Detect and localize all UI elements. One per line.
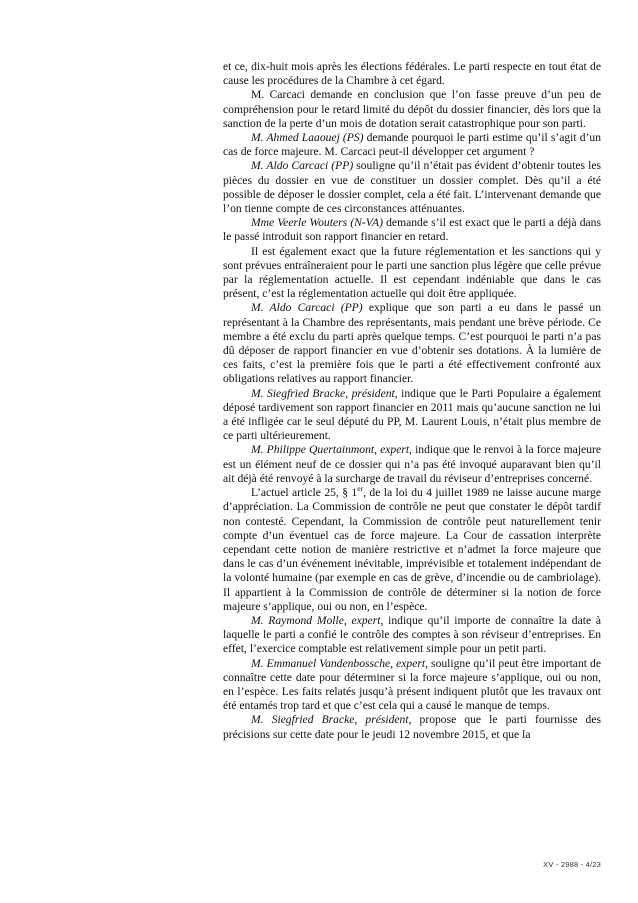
paragraph-7: M. Aldo Carcaci (PP) explique que son parti a eu dans le passé un représentant à la Chambre des représentants, mais pendant une brève période. Ce membre a été exclu du parti après quelque temps. C’est pourquoi le parti n’a pas dû déposer de rapport financier en vue d’obtenir ses dotations. À la lumière de ces faits, c’est la première fois que le parti a été effectivement confronté aux obligations relatives au rapport financier. <box>223 301 601 386</box>
paragraph-2: M. Carcaci demande en conclusion que l’on fasse preuve d’un peu de compréhension pour le retard limité du dépôt du dossier financier, dès lors que la sanction de la perte d’un mois de dotation serait catastrophique pour son parti. <box>223 88 601 130</box>
superscript: er <box>357 484 364 494</box>
speaker-name: M. Siegfried Bracke, président <box>251 713 409 727</box>
speaker-name: M. Philippe Quertainmont, expert <box>251 443 410 457</box>
speaker-name: Mme Veerle Wouters (N-VA) <box>251 216 383 230</box>
speaker-name: M. Emmanuel Vandenbossche, expert <box>251 656 426 670</box>
paragraph-6: Il est également exact que la future réglementation et les sanctions qui y sont prévues entraîneraient pour le parti une sanction plus légère que celle prévue par la réglementation actuelle. Il est cependant indéniable que dans le cas présent, c’est la réglementation actuelle qui doit être appliquée. <box>223 244 601 301</box>
speaker-name: M. Raymond Molle, expert <box>251 613 381 627</box>
speaker-name: M. Aldo Carcaci (PP) <box>251 301 363 315</box>
speaker-name: M. Aldo Carcaci (PP) <box>251 159 354 173</box>
paragraph-12: M. Emmanuel Vandenbossche, expert, souligne qu’il peut être important de connaître cette date pour déterminer si la force majeure s’applique, oui ou non, en l’espèce. Les faits relatés jusqu’à présent indiquent plutôt que les travaux ont été entamés trop tard et que c’est cela qui a causé le manque de temps. <box>223 656 601 713</box>
paragraph-9: M. Philippe Quertainmont, expert, indique que le renvoi à la force majeure est un élément neuf de ce dossier qui n’a pas été invoqué auparavant bien qu’il ait déjà été renvoyé à la surcharge de travail du réviseur d’entreprises concerné. <box>223 443 601 485</box>
paragraph-13: M. Siegfried Bracke, président, propose que le parti fournisse des précisions sur cette date pour le jeudi 12 novembre 2015, et que la <box>223 713 602 741</box>
page-footer: XV - 2988 - 4/23 <box>543 860 601 869</box>
paragraph-8: M. Siegfried Bracke, président, indique que le Parti Populaire a également déposé tardivement son rapport financier en 2011 mais qu’aucune sanction ne lui a été infligée car le seul député du PP, M. Laurent Louis, n’était plus membre de ce parti ultérieurement. <box>223 386 601 443</box>
speaker-name: M. Ahmed Laaouej (PS) <box>251 131 364 145</box>
paragraph-4: M. Aldo Carcaci (PP) souligne qu’il n’était pas évident d’obtenir toutes les pièces du dossier en vue de constituer un dossier complet. Dès qu’il a été possible de déposer le dossier complet, cela a été fait. L’intervenant demande que l’on tienne compte de ces circonstances atténuantes. <box>223 159 601 216</box>
paragraph-10: L’actuel article 25, § 1er, de la loi du 4 juillet 1989 ne laisse aucune marge d’appréciation. La Commission de contrôle ne peut que constater le dépôt tardif non contesté. Cependant, la Commission de contrôle peut naturellement tenir compte d’un éventuel cas de force majeure. La Cour de cassation interprète cependant cette notion de manière restrictive et n’admet la force majeure que dans le cas d’un événement inévitable, imprévisible et totalement indépendant de la volonté humaine (par exemple en cas de grève, d’incendie ou de cambriolage). Il appartient à la Commission de contrôle de déterminer si la notion de force majeure s’applique, oui ou non, en l’espèce. <box>223 484 601 613</box>
paragraph-11: M. Raymond Molle, expert, indique qu’il importe de connaître la date à laquelle le parti a confié le contrôle des comptes à son réviseur d’entreprises. En effet, l’exercice comptable est relativement simple pour un petit parti. <box>223 613 601 656</box>
body-text <box>223 60 601 742</box>
paragraph-3: M. Ahmed Laaouej (PS) demande pourquoi le parti estime qu’il s’agit d’un cas de force majeure. M. Carcaci peut-il développer cet argument ? <box>223 131 601 159</box>
paragraph-1: et ce, dix-huit mois après les élections fédérales. Le parti respecte en tout état de cause les procédures de la Chambre à cet égard. <box>223 60 601 88</box>
speaker-name: M. Siegfried Bracke, président <box>251 386 395 400</box>
paragraph-5: Mme Veerle Wouters (N-VA) demande s’il est exact que le parti a déjà dans le passé introduit son rapport financier en retard. <box>223 216 601 244</box>
